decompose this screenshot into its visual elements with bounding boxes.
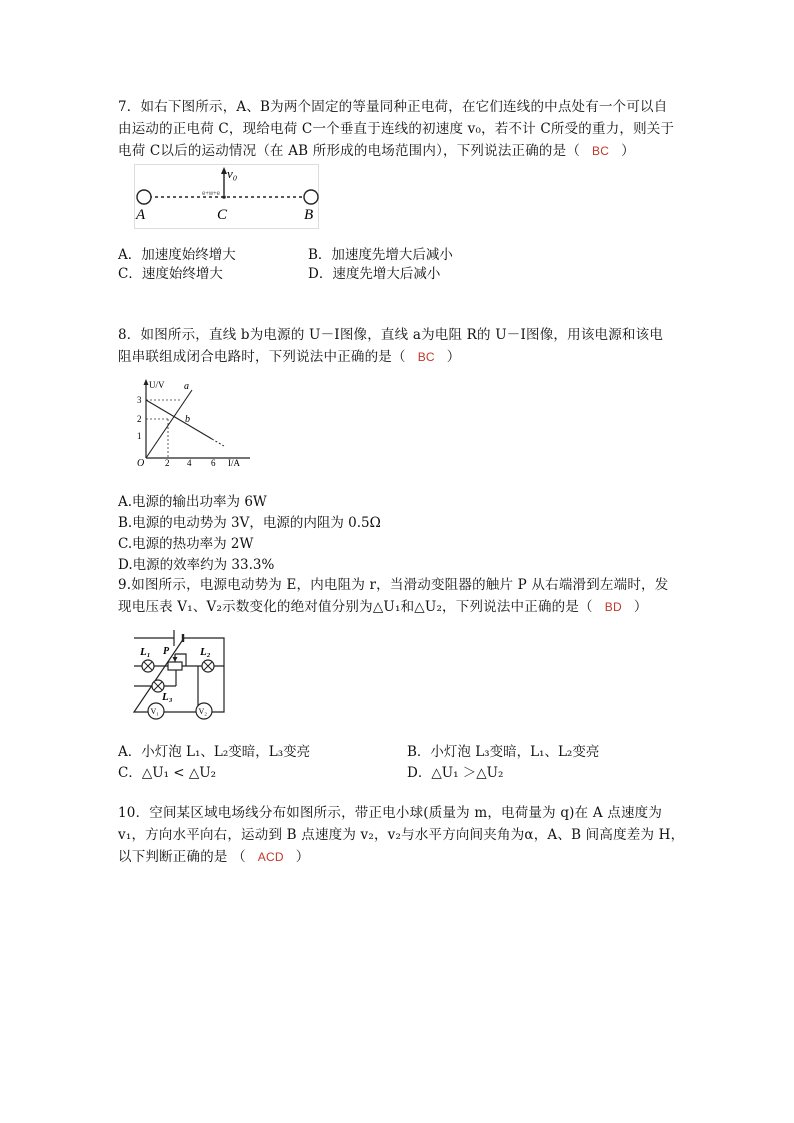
q7-label-b: B [304,207,314,223]
q9-lamp-l2 [202,660,214,672]
question-9-text [118,574,678,618]
q7-option-c: C．速度始终增大 [118,266,223,282]
q8-option-c: C.电源的热功率为 2W [118,536,254,552]
q10-line-2: v₁，方向水平向右，运动到 B 点速度为 v₂，v₂与水平方向间夹角为α，A、B 间高度差为 H， [118,827,685,843]
q7-charge-b [304,190,318,204]
q7-label-a: A [136,207,146,223]
q9-label-v2: V₂ [198,707,208,716]
q9-label-p: P [163,646,170,657]
q8-ylabel: U/V [149,380,165,390]
question-8-text [118,324,678,368]
q9-rheostat [168,662,182,670]
q8-xtick-4: 4 [187,458,192,468]
q7-line-1: 7．如右下图所示，A、B为两个固定的等量同种正电荷，在它们连线的中点处有一个可以自 [118,99,668,115]
q8-ytick-3: 3 [137,395,142,405]
q7-options-left [118,246,236,284]
q7-label-v0: v₀ [227,166,238,181]
q7-line-3: 电荷 C以后的运动情况（在 AB 所形成的电场范围内），下列说法正确的是（ BC ） [118,143,635,159]
q9-slider-arrow [173,657,178,662]
q10-line-1: 10．空间某区域电场线分布如图所示，带正电小球(质量为 m，电荷量为 q)在 A 点速度为 [118,805,663,821]
q8-options [118,492,381,576]
q9-option-a: A．小灯泡 L₁、L₂变暗，L₃变亮 [118,744,311,760]
q9-option-c: C．△U₁ < △U₂ [118,765,217,781]
q8-xlabel: I/A [228,458,240,468]
q9-option-b: B．小灯泡 L₃变暗，L₁、L₂变亮 [407,744,600,760]
q7-options-right [308,246,453,284]
q9-label-v1: V₁ [150,707,160,716]
q8-ytick-1: 1 [137,431,142,441]
q8-xtick-6: 6 [211,458,216,468]
question-7-text [118,96,678,162]
q8-figure-ui-graph [128,376,260,472]
q8-y-arrow [144,379,149,385]
q8-line-1: 8．如图所示，直线 b为电源的 U－I图像，直线 a为电阻 R的 U－I图像，用该电源和该电 [118,327,664,343]
q9-line-1: 9.如图所示，电源电动势为 E，内电阻为 r，当滑动变阻器的触片 P 从右端滑到左端时，发 [118,577,669,593]
q7-answer: BC [592,144,610,158]
q8-xtick-2: 2 [165,458,170,468]
q8-option-a: A.电源的输出功率为 6W [118,494,267,510]
q9-options-left [118,742,310,784]
q9-line-2: 现电压表 V₁、V₂示数变化的绝对值分别为△U₁和△U₂，下列说法中正确的是（ BD ） [118,599,648,615]
q7-charge-a [137,190,151,204]
q7-charge-c [222,195,226,199]
q8-ytick-2: 2 [137,414,142,424]
q7-option-b: B．加速度先增大后减小 [308,247,453,263]
q9-option-d: D．△U₁ ＞△U₂ [407,765,504,781]
q10-answer: ACD [257,850,284,864]
q8-option-b: B.电源的电动势为 3V，电源的内阻为 0.5Ω [118,515,381,531]
q8-line-2: 阻串联组成闭合电路时，下列说法中正确的是（ BC ） [118,349,461,365]
q8-answer: BC [417,350,435,364]
q7-option-a: A．加速度始终增大 [118,247,236,263]
q7-option-d: D．速度先增大后减小 [308,266,441,282]
question-10-text [118,802,685,868]
q9-label-l1: L₁ [140,646,151,658]
q8-line-b [146,400,212,439]
q8-origin: O [137,458,145,469]
q7-line-2: 由运动的正电荷 C，现给电荷 C一个垂直于连线的初速度 v₀，若不计 C所受的重力，则关于 [118,121,675,137]
q8-label-a: a [184,381,189,392]
q9-label-l3: L₃ [162,691,173,703]
q9-figure-circuit [126,624,230,722]
q9-answer: BD [604,600,622,614]
q9-lamp-l1 [142,660,154,672]
q7-figure-charges [134,164,320,230]
q9-label-l2: L₂ [200,646,211,658]
q9-options-right [407,742,599,784]
q10-line-3: 以下判断正确的是 （ ACD ） [118,849,310,865]
q7-label-c: C [217,207,228,223]
q8-option-d: D.电源的效率约为 33.3% [118,557,275,573]
q8-line-b-dashed [212,439,224,446]
q8-label-b: b [185,414,190,425]
q7-small-label: e+w+e [202,191,221,197]
